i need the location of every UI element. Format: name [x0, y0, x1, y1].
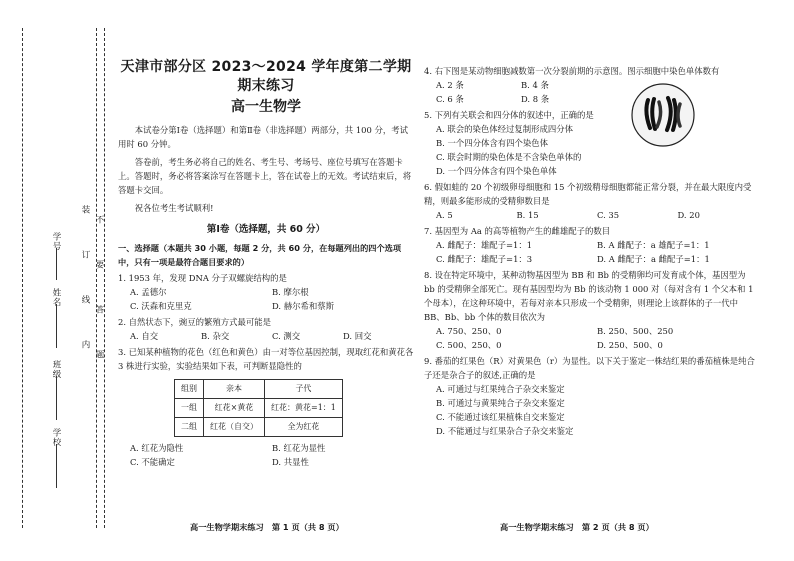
- table-header: 组别: [175, 380, 204, 399]
- class-blank-line: [56, 376, 57, 420]
- binding-char: 装: [80, 205, 90, 215]
- student-name-label: 姓名: [51, 288, 61, 307]
- question-9: [424, 354, 758, 438]
- option-d: D. 共显性: [272, 457, 309, 467]
- option-b: B. 250、500、250: [597, 326, 674, 336]
- exam-subject: 高一生物学: [231, 99, 301, 115]
- option-d: D. A 雌配子：a 雌配子=1：1: [597, 254, 710, 264]
- section-title: 第Ⅰ卷（选择题，共 60 分）: [206, 224, 326, 235]
- question-stem: 1. 1953 年，发现 DNA 分子双螺旋结构的是: [118, 273, 287, 283]
- option-a: A. 2 条: [436, 80, 464, 90]
- option-b: B. 杂交: [201, 331, 230, 341]
- right-column: [424, 62, 758, 438]
- question-stem: 9. 番茄的红果色（R）对黄果色（r）为显性。以下关于鉴定一株结红果的番茄植株是纯合子还是杂合子的叙述,正确的是: [424, 356, 755, 380]
- option-d: D. 20: [677, 210, 700, 220]
- binding-char: 线: [80, 295, 90, 305]
- table-cell: 二组: [175, 418, 204, 437]
- exam-title: 天津市部分区 2023～2024 学年度第二学期期末练习: [120, 59, 412, 94]
- question-stem: 4. 右下图是某动物细胞减数第一次分裂前期的示意图。图示细胞中染色单体数有: [424, 66, 720, 76]
- section-note: 一、选择题（本题共 30 小题，每题 2 分，共 60 分，在每题列出的四个选项中，只有一项是最符合题目要求的）: [118, 243, 402, 267]
- option-a: A. 红花为隐性: [130, 443, 184, 453]
- option-b: B. A 雌配子：a 雄配子=1：1: [597, 240, 710, 250]
- table-header: 子代: [265, 380, 343, 399]
- question-stem: 5. 下列有关联会和四分体的叙述中，正确的是: [424, 110, 594, 120]
- binding-char: 要: [94, 260, 104, 270]
- page-footer-left: 高一生物学期末练习 第 1 页（共 8 页）: [190, 522, 344, 532]
- question-1: [118, 271, 414, 313]
- instruction-paragraph: 本试卷分第Ⅰ卷（选择题）和第Ⅱ卷（非选择题）两部分，共 100 分，考试用时 60 分钟。: [118, 125, 408, 149]
- question-stem: 8. 设在特定环境中，某种动物基因型为 BB 和 Bb 的受精卵均可发育成个体，基因型为 bb 的受精卵全部死亡。现有基因型均为 Bb 的该动物 1 000 对（每对含有 1 个父本和 1 个母本），在这种环境中，若每对亲本只形成一个受精卵，则理论上该群体的子一代中 BB、Bb、bb 个体的数目依次为: [424, 270, 754, 322]
- table-cell: 一组: [175, 399, 204, 418]
- option-c: C. 沃森和克里克: [130, 301, 192, 311]
- binding-char: 题: [94, 350, 104, 360]
- option-b: B. 一个四分体含有四个染色体: [436, 138, 548, 148]
- option-c: C. 不能通过该红果植株自交来鉴定: [436, 412, 565, 422]
- table-cell: 红花（自交）: [204, 418, 265, 437]
- option-b: B. 红花为显性: [272, 443, 326, 453]
- cross-results-table: [174, 379, 343, 437]
- option-c: C. 35: [597, 210, 620, 220]
- question-stem: 2. 自然状态下，豌豆的繁殖方式最可能是: [118, 317, 272, 327]
- student-id-label: 学号: [51, 232, 61, 251]
- option-d: D. 回交: [343, 331, 372, 341]
- option-d: D. 250、500、0: [597, 340, 663, 350]
- option-c: C. 不能确定: [130, 457, 175, 467]
- question-stem: 7. 基因型为 Aa 的高等植物产生的雌雄配子的数目: [424, 226, 611, 236]
- name-blank-line: [56, 304, 57, 348]
- option-d: D. 赫尔希和蔡斯: [272, 301, 334, 311]
- option-a: A. 可通过与红果纯合子杂交来鉴定: [436, 384, 565, 394]
- option-a: A. 5: [436, 210, 453, 220]
- question-3: [118, 345, 414, 469]
- cut-line-inner: [96, 28, 97, 528]
- option-d: D. 8 条: [521, 94, 550, 104]
- option-c: C. 6 条: [436, 94, 464, 104]
- class-label: 班级: [51, 360, 61, 379]
- option-b: B. 4 条: [521, 80, 549, 90]
- option-b: B. 可通过与黄果纯合子杂交来鉴定: [436, 398, 565, 408]
- binding-margin: [0, 0, 118, 561]
- question-2: [118, 315, 414, 343]
- option-a: A. 雌配子：雄配子=1：1: [436, 240, 533, 250]
- table-header: 亲本: [204, 380, 265, 399]
- table-cell: 全为红花: [265, 418, 343, 437]
- binding-char: 答: [94, 305, 104, 315]
- left-column: [118, 58, 414, 469]
- question-stem: 3. 已知某种植物的花色（红色和黄色）由一对等位基因控制，现取红花和黄花各 3 株进行实验，实验结果如下表，可判断显隐性的: [118, 347, 414, 371]
- option-c: C. 联会时期的染色体是不含染色单体的: [436, 152, 582, 162]
- option-b: B. 摩尔根: [272, 287, 309, 297]
- cut-line-inner-2: [104, 28, 105, 528]
- cell-membrane: [632, 84, 694, 146]
- option-c: C. 500、250、0: [436, 340, 502, 350]
- school-label: 学校: [51, 428, 61, 447]
- option-c: C. 测交: [272, 331, 301, 341]
- question-5: [424, 108, 629, 178]
- table-cell: 红花：黄花=1：1: [265, 399, 343, 418]
- option-c: C. 雌配子：雄配子=1：3: [436, 254, 533, 264]
- instruction-paragraph: 祝各位考生考试顺利!: [134, 203, 214, 213]
- page-footer-right: 高一生物学期末练习 第 2 页（共 8 页）: [500, 522, 654, 532]
- binding-char: 不: [94, 215, 104, 225]
- table-cell: 红花×黄花: [204, 399, 265, 418]
- question-8: [424, 268, 758, 352]
- binding-char: 内: [80, 340, 90, 350]
- option-a: A. 750、250、0: [436, 326, 502, 336]
- question-7: [424, 224, 758, 266]
- question-4: [424, 64, 758, 106]
- school-blank-line: [56, 444, 57, 488]
- option-a: A. 孟德尔: [130, 287, 167, 297]
- binding-char: 订: [80, 250, 90, 260]
- instruction-paragraph: 答卷前，考生务必将自己的姓名、考生号、考场号、座位号填写在答题卡上。答题时，务必将答案涂写在答题卡上，答在试卷上的无效。考试结束后，将答题卡交回。: [118, 157, 412, 195]
- cut-line-outer: [22, 28, 23, 528]
- meiosis-cell-diagram: [630, 82, 696, 148]
- id-blank-line: [56, 248, 57, 280]
- option-a: A. 联会的染色体经过复制形成四分体: [436, 124, 573, 134]
- option-a: A. 自交: [130, 331, 159, 341]
- option-b: B. 15: [516, 210, 539, 220]
- option-d: D. 不能通过与红果杂合子杂交来鉴定: [436, 426, 574, 436]
- question-stem: 6. 假如蛙的 20 个初级卵母细胞和 15 个初级精母细胞都能正常分裂，并在最大限度内受精，则最多能形成的受精卵数目是: [424, 182, 752, 206]
- question-6: [424, 180, 758, 222]
- option-d: D. 一个四分体含有四个染色单体: [436, 166, 557, 176]
